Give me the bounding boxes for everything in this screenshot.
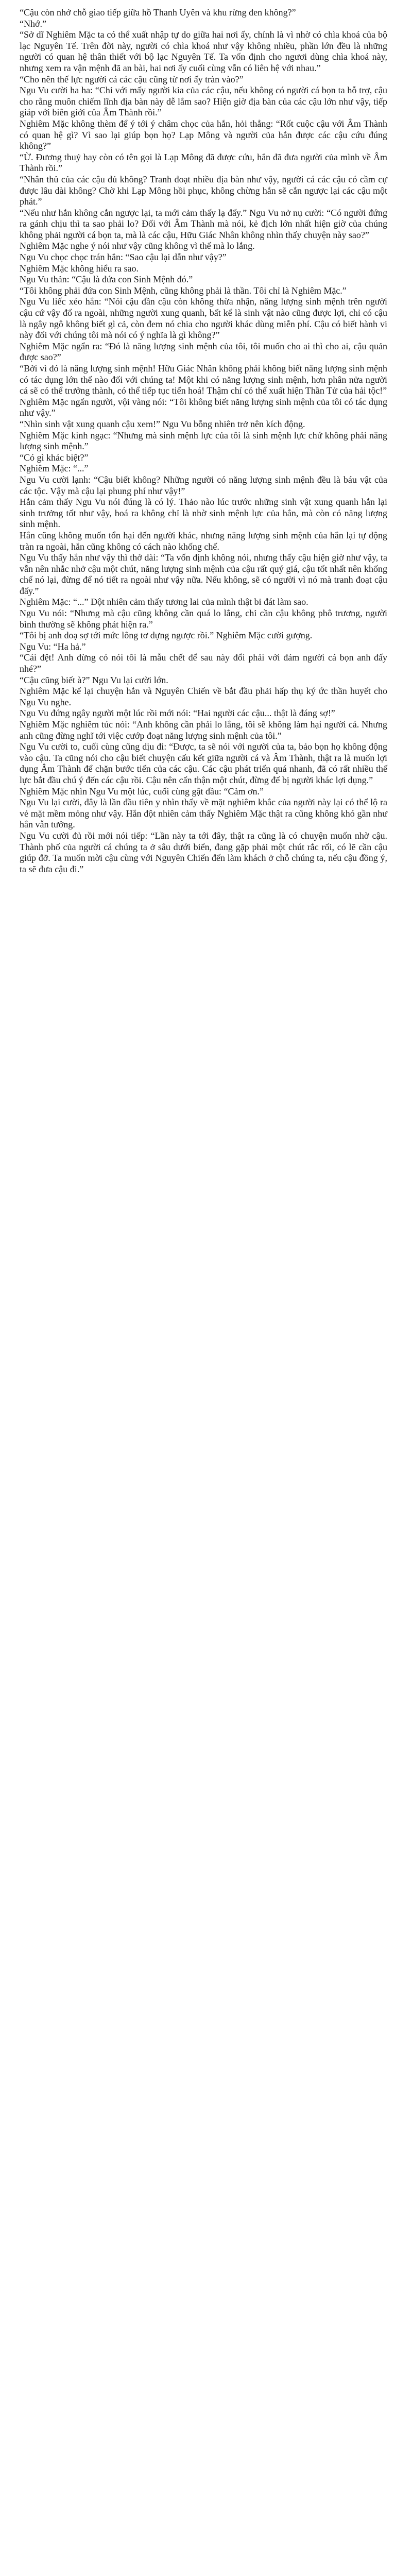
paragraph: Nghiêm Mặc kinh ngạc: “Nhưng mà sinh mệnh lực của tôi là sinh mệnh lực chứ không phải năng lượng sinh mệnh.” [20, 430, 387, 452]
paragraph: “Nếu như hắn không cắn ngược lại, ta mới cảm thấy lạ đấy.” Ngu Vu nở nụ cười: “Có người đứng ra gánh chịu thì ta sao phải lo? Đối với Âm Thành mà nói, kẻ địch lớn nhất hiện giờ của chúng không phải người cá bọn ta, mà là các cậu, Hữu Giác Nhân không nhìn thấy chuyện này sao?” [20, 207, 387, 240]
paragraph: Nghiêm Mặc nhìn Ngu Vu một lúc, cuối cùng gật đầu: “Cảm ơn.” [20, 786, 264, 796]
paragraph: “Cậu còn nhớ chỗ giao tiếp giữa hồ Thanh Uyên và khu rừng đen không?” [20, 7, 296, 18]
paragraph: Ngu Vu nói: “Nhưng mà cậu cũng không cần quá lo lắng, chỉ cần cậu không phô trương, người bình thường sẽ không phát hiện ra.” [20, 608, 387, 630]
paragraph: Ngu Vu chọc chọc trán hắn: “Sao cậu lại dẫn như vậy?” [20, 252, 227, 263]
paragraph: Hắn cảm thấy Ngu Vu nói đúng là có lý. Thảo nào lúc trước những sinh vật xung quanh hắn lại sinh trưởng tốt như vậy, hoá ra không chỉ là nhờ sinh mệnh lực của hắn, mà còn có năng lượng sinh mệnh. [20, 497, 387, 530]
paragraph: “Nhớ.” [20, 18, 46, 29]
paragraph: Ngu Vu cười to, cuối cùng cũng dịu đi: “Được, ta sẽ nói với người của ta, bảo bọn họ không động vào cậu. Ta cũng nói cho cậu biết chuyện cấu kết giữa người cá và Âm Thành, thật ra là muốn lợi dụng Âm Thành để chặn bước tiến của các cậu. Các cậu phát triển quá nhanh, đã có rất nhiều thế lực bắt đầu chú ý đến các cậu rồi. Cậu nên cẩn thận một chút, đừng để bị người khác lợi dụng.” [20, 741, 387, 785]
paragraph: Ngu Vu cười lạnh: “Cậu biết không? Những người có năng lượng sinh mệnh đều là báu vật của các tộc. Vậy mà cậu lại phung phí như vậy!” [20, 474, 387, 496]
paragraph: Nghiêm Mặc nghiêm túc nói: “Anh không cần phải lo lắng, tôi sẽ không làm hại người cá. Nhưng anh cũng đừng nghĩ tới việc cướp đoạt năng lượng sinh mệnh của tôi.” [20, 719, 387, 741]
paragraph: “Nhân thủ của các cậu đủ không? Tranh đoạt nhiều địa bàn như vậy, người cá các cậu có cầm cự được lâu dài không? Chờ khi Lạp Mông hồi phục, không chừng hắn sẽ cắn ngược lại các cậu một phát.” [20, 174, 387, 207]
paragraph: “Cậu cũng biết à?” Ngu Vu lại cười lớn. [20, 674, 168, 685]
paragraph: Hắn cũng không muốn tổn hại đến người khác, nhưng năng lượng sinh mệnh của hắn lại tự động tràn ra ngoài, hắn cũng không có cách nào khống chế. [20, 530, 387, 552]
paragraph: Nghiêm Mặc kể lại chuyện hắn và Nguyên Chiến về bắt đầu phải hấp thụ ký ức thần huyết cho Ngu Vu nghe. [20, 686, 387, 707]
paragraph: Ngu Vu cười ha ha: “Chỉ với mấy người kia của các cậu, nếu không có người cá bọn ta hỗ trợ, cậu cho rằng muôn chiếm lĩnh địa bàn này dễ lắm sao? Hiện giờ địa bàn của các cậu lớn như vậy, tiếp giáp với biên giới của Âm Thành rồi.” [20, 85, 387, 118]
paragraph: “Tôi không phải đứa con Sinh Mệnh, cũng không phải là thần. Tôi chỉ là Nghiêm Mặc.” [20, 285, 347, 296]
paragraph: “Bởi vì đó là năng lượng sinh mệnh! Hữu Giác Nhân không phải không biết năng lượng sinh mệnh có tác dụng lớn thế nào đối với chúng ta! Một khi có năng lượng sinh mệnh, hơn phân nửa người cá sẽ có thể trưởng thành, có thể tiếp tục tiến hoá! Thậm chí có thể xuất hiện Thần Tử của hải tộc!” [20, 363, 387, 396]
paragraph: “Tôi bị anh doạ sợ tới mức lông tơ dựng ngược rồi.” Nghiêm Mặc cười gượng. [20, 630, 313, 641]
paragraph: Ngu Vu: “Ha hả.” [20, 641, 86, 652]
paragraph: Ngu Vu thản: “Cậu là đứa con Sinh Mệnh đó.” [20, 274, 193, 285]
paragraph: “Có gì khác biệt?” [20, 452, 89, 463]
paragraph: Nghiêm Mặc không hiểu ra sao. [20, 263, 139, 274]
paragraph: Nghiêm Mặc ngẩn người, vội vàng nói: “Tôi không biết năng lượng sinh mệnh của tôi có tác dụng như vậy.” [20, 396, 387, 418]
paragraph: Ngu Vu cười đủ rồi mới nói tiếp: “Lần này ta tới đây, thật ra cũng là có chuyện muốn nhờ cậu. Thành phố của người cá chúng ta ở sâu dưới biển, đang gặp phải một chút rắc rối, có lẽ cần cậu giúp đỡ. Ta muốn mời cậu cùng với Nguyên Chiến đến làm khách ở chỗ chúng ta, nếu cậu đồng ý, ta sẽ đưa cậu đi.” [20, 830, 387, 874]
paragraph: “Ừ. Đương thuỷ hay còn có tên gọi là Lạp Mông đã được cứu, hắn đã đưa người của mình về Âm Thành rồi.” [20, 151, 387, 174]
paragraph: “Cho nên thế lực người cá các cậu cũng từ nơi ấy tràn vào?” [20, 74, 244, 84]
paragraph: Ngu Vu đứng ngây người một lúc rồi mới nói: “Hai người các cậu... thật là đáng sợ!” [20, 708, 335, 719]
paragraph: “Nhìn sinh vật xung quanh cậu xem!” Ngu Vu bỗng nhiên trở nên kích động. [20, 418, 305, 429]
paragraph: Ngu Vu thấy hắn như vậy thì thở dài: “Ta vốn định không nói, nhưng thấy cậu hiện giờ như vậy, ta vẫn nên nhắc nhở cậu một chút, năng lượng sinh mệnh của cậu rất quý giá, cậu tốt nhất nên khống chế nó lại, đừng để nó tiết ra ngoài như vậy nữa. Nếu không, sẽ có người vì nó mà tranh đoạt cậu đấy.” [20, 552, 387, 596]
paragraph: Nghiêm Mặc: “...” [20, 463, 89, 474]
paragraph: Nghiêm Mặc không thèm để ý tới ý châm chọc của hắn, hỏi thẳng: “Rốt cuộc cậu với Âm Thành có quan hệ gì? Vì sao lại giúp bọn họ? Lạp Mông và người của hắn được các cậu cứu đúng không?” [20, 118, 387, 151]
paragraph: Ngu Vu liếc xéo hắn: “Nói cậu đần cậu còn không thừa nhận, năng lượng sinh mệnh trên người cậu cứ vậy đổ ra ngoài, những người xung quanh, bất kể là sinh vật nào cũng được lợi, chỉ có cậu là ngây ngô không biết gì cả, còn đem nó chia cho người khác dùng miễn phí. Cậu có biết hành vi này đối với chúng tôi mà nói có ý nghĩa là gì không?” [20, 296, 387, 341]
paragraph: “Cái đệt! Anh đừng có nói tôi là mẫu chết để sau này đổi phải với đám người cá bọn anh đấy nhé?” [20, 652, 387, 674]
paragraph: Nghiêm Mặc nghe ý nói như vậy cũng không vì thế mà lo lắng. [20, 241, 255, 251]
paragraph: Nghiêm Mặc: “...” Đột nhiên cảm thấy tương lai của mình thật bi đát làm sao. [20, 597, 308, 607]
paragraph: “Sở dĩ Nghiêm Mặc ta có thể xuất nhập tự do giữa hai nơi ấy, chính là vì nhờ có chìa khoá của bộ lạc Nguyên Tế. Trên đời này, người có chìa khoá như vậy không nhiều, phần lớn đều là những người có quan hệ thân thiết với bộ lạc Nguyên Tế. Ta vốn định cho ngươi dùng chìa khoá này, nhưng xem ra vận mệnh đã an bài, hai nơi ấy cuối cùng vẫn có liên hệ với nhau.” [20, 29, 387, 73]
paragraph: Nghiêm Mặc ngẩn ra: “Đó là năng lượng sinh mệnh của tôi, tôi muốn cho ai thì cho ai, cậu quản được sao?” [20, 341, 387, 363]
paragraph: Ngu Vu lại cười, đây là lần đầu tiên y nhìn thấy về mặt nghiêm khắc của người này lại có thể lộ ra vẻ mặt mềm mỏng như vậy. Hắn đột nhiên cảm thấy Nghiêm Mặc thật ra cũng không khó gần như hắn vẫn tưởng. [20, 797, 387, 830]
